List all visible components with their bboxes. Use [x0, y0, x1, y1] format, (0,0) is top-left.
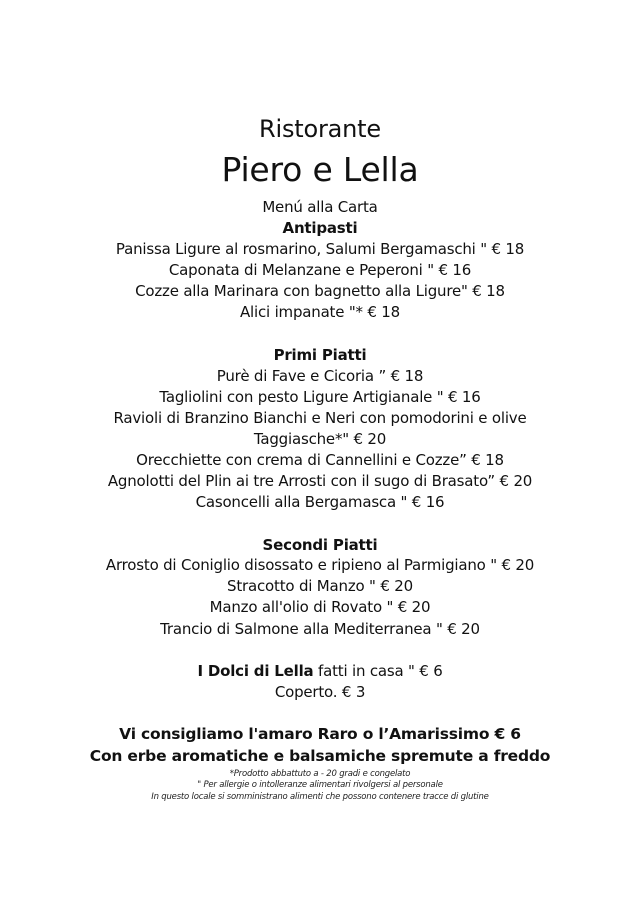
menu-subtitle: Menú alla Carta: [262, 198, 378, 216]
section-title-primi: Primi Piatti: [273, 346, 367, 364]
footnote: " Per allergie o intolleranze alimentari rivolgersi al personale: [197, 780, 443, 790]
menu-item: Manzo all'olio di Rovato " € 20: [209, 598, 431, 616]
menu-item: Agnolotti del Plin ai tre Arrosti con il sugo di Brasato” € 20: [107, 472, 533, 490]
recommendation-line-2: Con erbe aromatiche e balsamiche spremute a freddo: [89, 747, 551, 765]
menu-item: Purè di Fave e Cicoria ” € 18: [216, 367, 424, 385]
section-title-antipasti: Antipasti: [282, 219, 358, 237]
menu-item: Caponata di Melanzane e Peperoni " € 16: [168, 261, 472, 279]
dolci-description: fatti in casa " € 6: [313, 662, 443, 680]
footnote: In questo locale si somministrano alimenti che possono contenere tracce di glutine: [151, 792, 489, 802]
menu-item: Ravioli di Branzino Bianchi e Neri con pomodorini e olive: [113, 409, 527, 427]
dolci-line: [0, 661, 640, 682]
menu-item: Trancio di Salmone alla Mediterranea " € 20: [160, 620, 480, 638]
section-title-secondi: Secondi Piatti: [262, 536, 378, 554]
menu-item: Cozze alla Marinara con bagnetto alla Ligure" € 18: [135, 282, 505, 300]
menu-item: Alici impanate "* € 18: [239, 303, 400, 321]
menu-item: Tagliolini con pesto Ligure Artigianale " € 16: [159, 388, 481, 406]
restaurant-label: Ristorante: [259, 115, 381, 143]
menu-item: Stracotto di Manzo " € 20: [227, 577, 413, 595]
footnote: *Prodotto abbattuto a - 20 gradi e congelato: [229, 769, 411, 779]
recommendation-line-1: Vi consigliamo l'amaro Raro o l’Amarissimo € 6: [119, 725, 521, 743]
coperto-line: Coperto. € 3: [274, 683, 366, 701]
menu-item: Orecchiette con crema di Cannellini e Cozze” € 18: [136, 451, 504, 469]
menu-item: Casoncelli alla Bergamasca " € 16: [195, 493, 445, 511]
restaurant-name: Piero e Lella: [221, 150, 419, 189]
menu-item: Taggiasche*" € 20: [253, 430, 387, 448]
menu-item: Panissa Ligure al rosmarino, Salumi Bergamaschi " € 18: [115, 240, 525, 258]
menu-item: Arrosto di Coniglio disossato e ripieno al Parmigiano " € 20: [105, 556, 535, 574]
section-title-dolci: I Dolci di Lella: [197, 662, 314, 680]
